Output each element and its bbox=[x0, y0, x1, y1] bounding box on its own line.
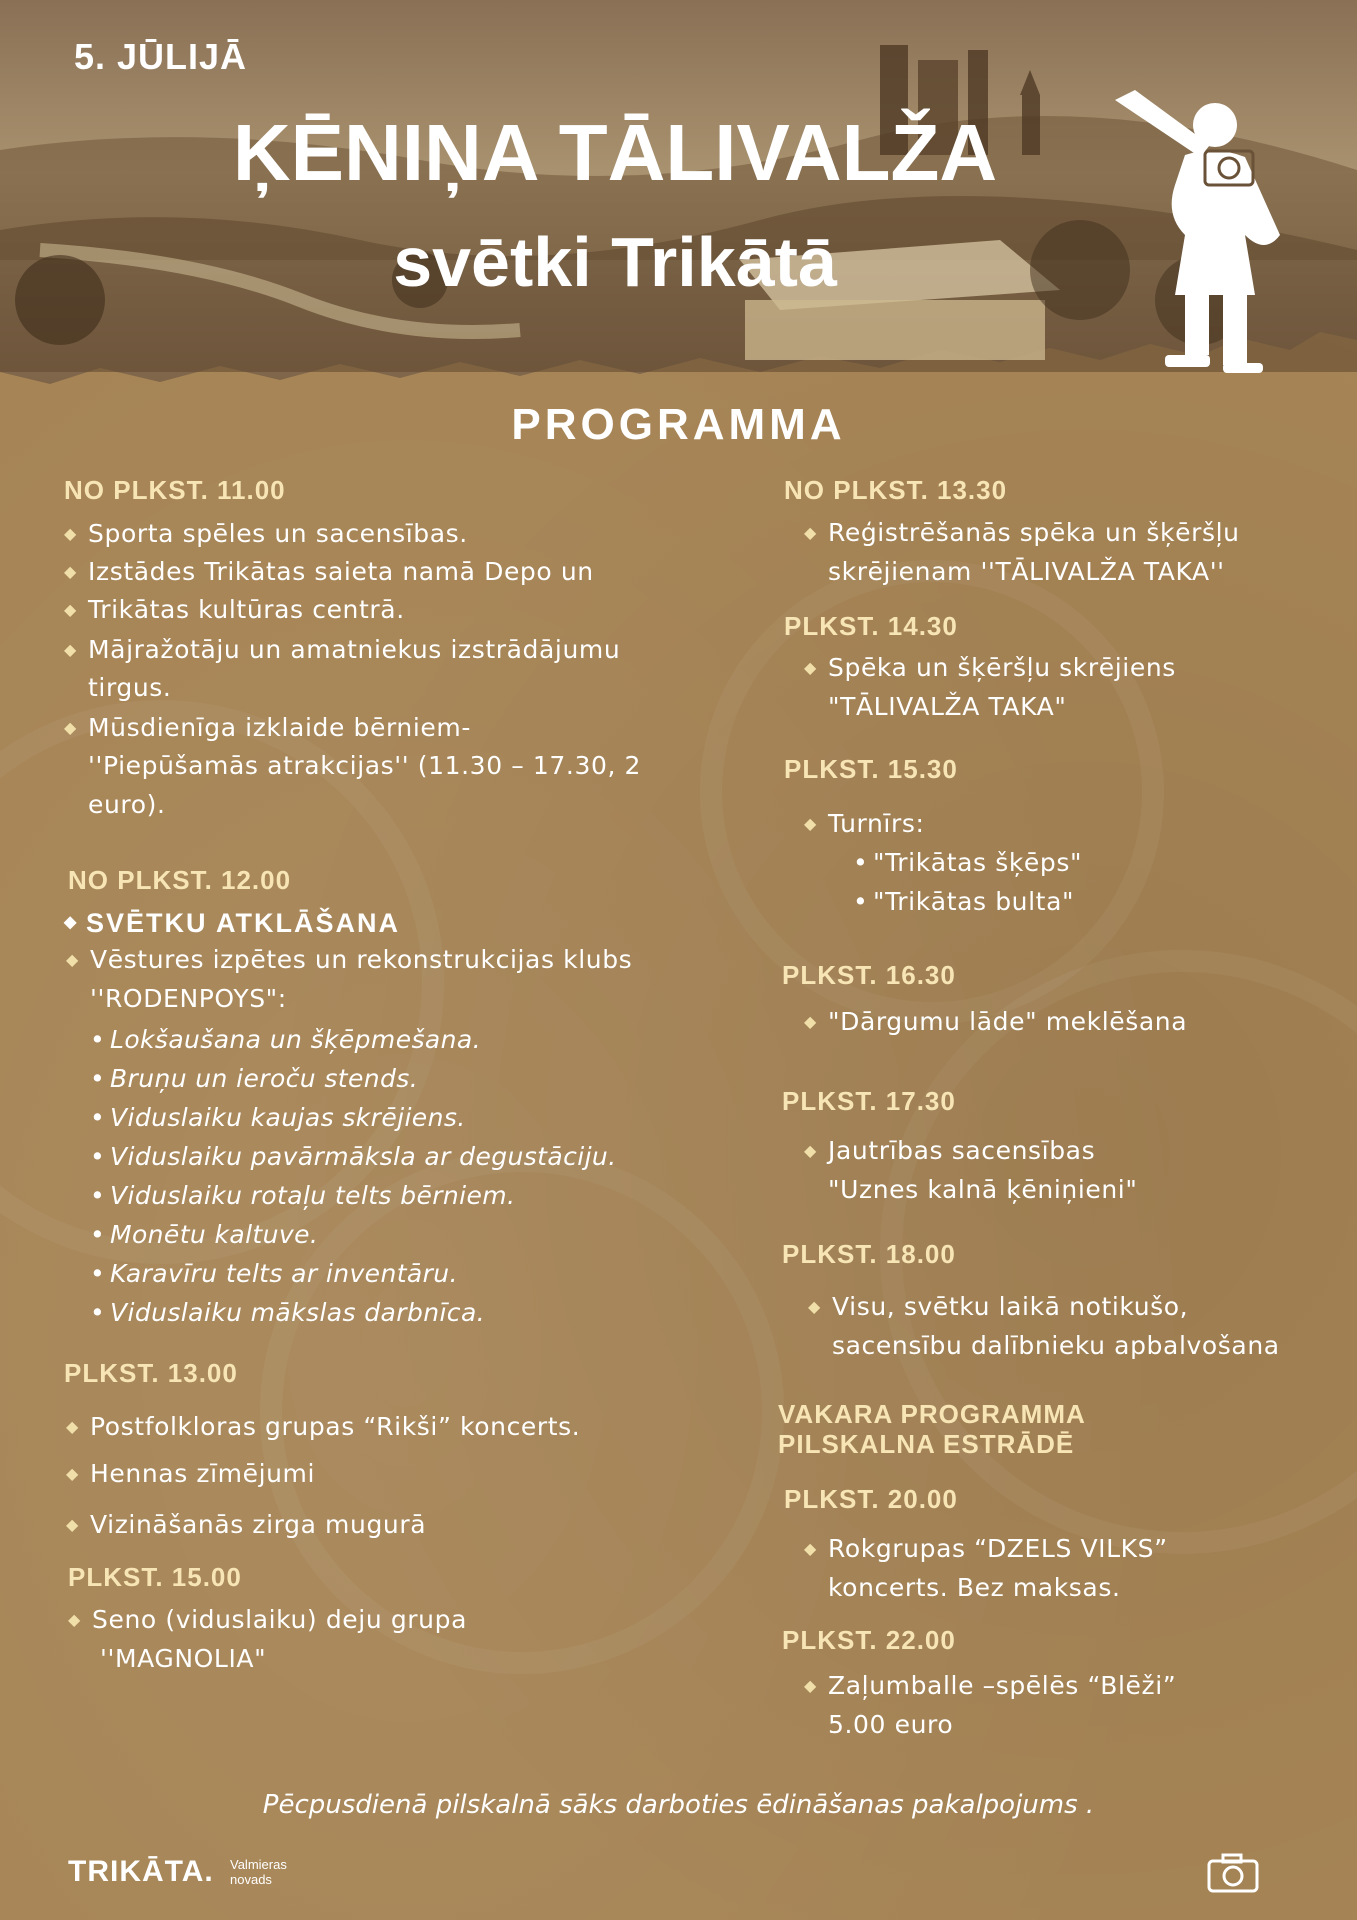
sub-item: • "Trikātas šķēps" bbox=[853, 848, 1083, 877]
footer-note: Pēcpusdienā pilskalnā sāks darboties ēdināšanas pakalpojums . bbox=[262, 1790, 1095, 1820]
program-item: ◆ Vizināšanās zirga mugurā bbox=[90, 1506, 426, 1544]
diamond-bullet-icon: ◆ bbox=[64, 640, 77, 659]
program-item-continued: ''MAGNOLIA" bbox=[100, 1644, 267, 1673]
sub-item: • Viduslaiku pavārmāksla ar degustāciju. bbox=[90, 1142, 617, 1171]
program-item: ◆ Izstādes Trikātas saieta namā Depo un bbox=[88, 553, 594, 591]
diamond-bullet-icon: ◆ bbox=[66, 1464, 79, 1483]
trikata-logo: TRIKĀTA. bbox=[68, 1855, 214, 1888]
program-item-continued: koncerts. Bez maksas. bbox=[828, 1573, 1121, 1602]
program-item: ◆ Zaļumballe –spēlēs “Blēži” bbox=[828, 1667, 1176, 1705]
program-item-continued: ''Piepūšamās atrakcijas'' (11.30 – 17.30, 2 bbox=[88, 751, 642, 780]
vakara-heading-line-1: VAKARA PROGRAMMA bbox=[778, 1399, 1086, 1429]
time-heading: PLKST. 16.30 bbox=[782, 960, 956, 990]
program-item: ◆ Reģistrēšanās spēka un šķēršļu bbox=[828, 514, 1240, 552]
diamond-bullet-icon: ◆ bbox=[804, 523, 817, 542]
diamond-bullet-icon: ◆ bbox=[68, 1610, 81, 1629]
opening-highlight: ◆ SVĒTKU ATKLĀŠANA bbox=[64, 908, 400, 938]
program-item: ◆ Vēstures izpētes un rekonstrukcijas klubs bbox=[90, 941, 632, 979]
programma-heading: PROGRAMMA bbox=[511, 400, 846, 449]
time-heading: PLKST. 14.30 bbox=[784, 611, 958, 641]
diamond-bullet-icon: ◆ bbox=[64, 600, 77, 619]
sub-item: • Bruņu un ieroču stends. bbox=[90, 1064, 419, 1093]
program-item-continued: ''RODENPOYS": bbox=[90, 984, 287, 1013]
program-item: ◆ Sporta spēles un sacensības. bbox=[88, 515, 468, 553]
time-heading: NO PLKST. 12.00 bbox=[68, 865, 292, 895]
diamond-bullet-icon: ◆ bbox=[808, 1297, 821, 1316]
diamond-bullet-icon: ◆ bbox=[64, 562, 77, 581]
sub-item: • Viduslaiku mākslas darbnīca. bbox=[90, 1298, 486, 1327]
program-item: ◆ Jautrības sacensības bbox=[828, 1132, 1095, 1170]
program-item: ◆ Mūsdienīga izklaide bērniem- bbox=[88, 709, 471, 747]
time-heading: PLKST. 17.30 bbox=[782, 1086, 956, 1116]
diamond-bullet-icon: ◆ bbox=[66, 1417, 79, 1436]
time-heading: NO PLKST. 11.00 bbox=[64, 475, 286, 505]
program-item-continued: "TĀLIVALŽA TAKA" bbox=[828, 692, 1067, 721]
diamond-bullet-icon: ◆ bbox=[64, 914, 79, 931]
diamond-bullet-icon: ◆ bbox=[804, 1012, 817, 1031]
sub-item: • Karavīru telts ar inventāru. bbox=[90, 1259, 458, 1288]
program-item: ◆ "Dārgumu lāde" meklēšana bbox=[828, 1003, 1187, 1041]
diamond-bullet-icon: ◆ bbox=[66, 950, 79, 969]
program-item: ◆ Trikātas kultūras centrā. bbox=[88, 591, 405, 629]
program-item: ◆ Turnīrs: bbox=[828, 805, 924, 843]
program-item-continued: euro). bbox=[88, 790, 166, 819]
sub-item: • Lokšaušana un šķēpmešana. bbox=[90, 1025, 481, 1054]
program-item-continued: sacensību dalībnieku apbalvošana bbox=[832, 1331, 1280, 1360]
program-item: ◆ Seno (viduslaiku) deju grupa bbox=[92, 1601, 467, 1639]
diamond-bullet-icon: ◆ bbox=[64, 718, 77, 737]
vakara-heading-line-2: PILSKALNA ESTRĀDĒ bbox=[778, 1429, 1075, 1459]
time-heading: PLKST. 18.00 bbox=[782, 1239, 956, 1269]
program-item: ◆ Visu, svētku laikā notikušo, bbox=[832, 1288, 1188, 1326]
camera-icon bbox=[1206, 1852, 1260, 1894]
time-heading: PLKST. 15.00 bbox=[68, 1562, 242, 1592]
title-line-1: ĶĒNIŅA TĀLIVALŽA bbox=[232, 108, 998, 197]
diamond-bullet-icon: ◆ bbox=[804, 1676, 817, 1695]
diamond-bullet-icon: ◆ bbox=[64, 524, 77, 543]
time-heading: PLKST. 13.00 bbox=[64, 1358, 238, 1388]
time-heading: PLKST. 20.00 bbox=[784, 1484, 958, 1514]
event-date: 5. JŪLIJĀ bbox=[74, 36, 248, 77]
program-item-continued: 5.00 euro bbox=[828, 1710, 954, 1739]
program-item-continued: tirgus. bbox=[88, 673, 172, 702]
program-item: ◆ Spēka un šķēršļu skrējiens bbox=[828, 649, 1176, 687]
diamond-bullet-icon: ◆ bbox=[804, 814, 817, 833]
time-heading: PLKST. 15.30 bbox=[784, 754, 958, 784]
diamond-bullet-icon: ◆ bbox=[66, 1515, 79, 1534]
sub-item: • Monētu kaltuve. bbox=[90, 1220, 319, 1249]
program-item-continued: "Uznes kalnā ķēniņieni" bbox=[828, 1175, 1138, 1204]
program-item: ◆ Rokgrupas “DZELS VILKS” bbox=[828, 1530, 1168, 1568]
sub-item: • "Trikātas bulta" bbox=[853, 887, 1075, 916]
sub-item: • Viduslaiku rotaļu telts bērniem. bbox=[90, 1181, 516, 1210]
sub-item: • Viduslaiku kaujas skrējiens. bbox=[90, 1103, 466, 1132]
time-heading: NO PLKST. 13.30 bbox=[784, 475, 1008, 505]
program-item: ◆ Mājražotāju un amatniekus izstrādājumu bbox=[88, 631, 620, 669]
program-item-continued: skrējienam ''TĀLIVALŽA TAKA'' bbox=[828, 557, 1225, 586]
title-line-2: svētki Trikātā bbox=[393, 223, 837, 301]
valmieras-novads-label: Valmieras novads bbox=[230, 1857, 287, 1887]
program-item: ◆ Postfolkloras grupas “Rikši” koncerts. bbox=[90, 1408, 580, 1446]
diamond-bullet-icon: ◆ bbox=[804, 1141, 817, 1160]
diamond-bullet-icon: ◆ bbox=[804, 1539, 817, 1558]
program-item: ◆ Hennas zīmējumi bbox=[90, 1455, 315, 1493]
time-heading: PLKST. 22.00 bbox=[782, 1625, 956, 1655]
diamond-bullet-icon: ◆ bbox=[804, 658, 817, 677]
